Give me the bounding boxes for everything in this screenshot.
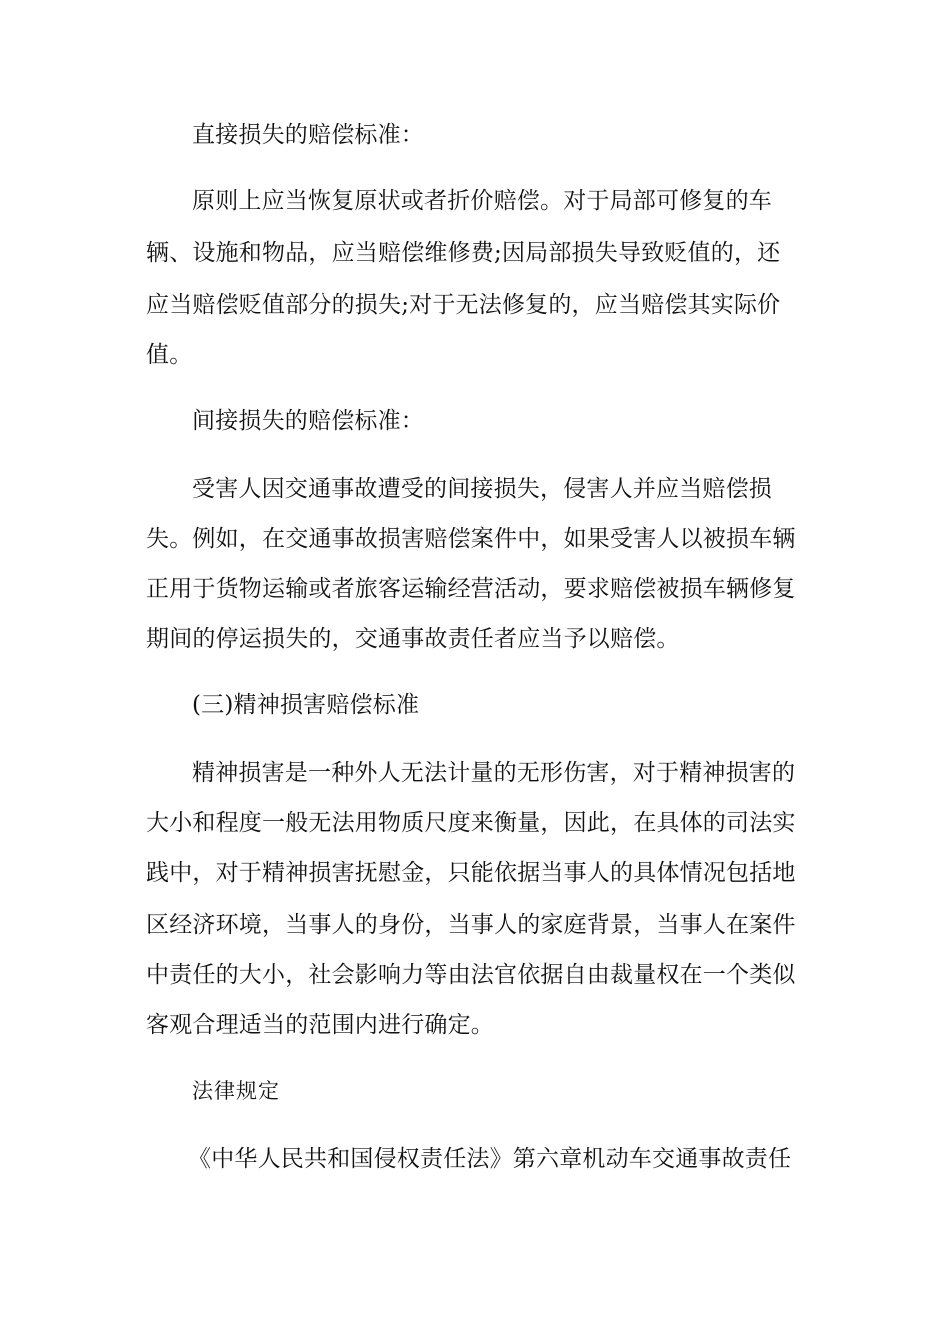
heading-mental-damage: (三)精神损害赔偿标准 xyxy=(192,692,420,718)
paragraph-line: 值。 xyxy=(146,342,193,368)
paragraph-line: 大小和程度一般无法用物质尺度来衡量，因此，在具体的司法实 xyxy=(146,810,796,836)
paragraph-line: 精神损害是一种外人无法计量的无形伤害，对于精神损害的 xyxy=(192,760,796,786)
paragraph-line: 原则上应当恢复原状或者折价赔偿。对于局部可修复的车 xyxy=(192,188,772,214)
paragraph-line: 《中华人民共和国侵权责任法》第六章机动车交通事故责任 xyxy=(188,1146,792,1172)
heading-direct-loss: 直接损失的赔偿标准： xyxy=(192,122,424,148)
paragraph-line: 客观合理适当的范围内进行确定。 xyxy=(146,1012,494,1038)
paragraph-line: 践中，对于精神损害抚慰金，只能依据当事人的具体情况包括地 xyxy=(146,860,796,886)
paragraph-line: 辆、设施和物品，应当赔偿维修费;因局部损失导致贬值的，还 xyxy=(146,240,781,266)
paragraph-line: 正用于货物运输或者旅客运输经营活动，要求赔偿被损车辆修复 xyxy=(146,576,796,602)
paragraph-line: 区经济环境，当事人的身份，当事人的家庭背景，当事人在案件 xyxy=(146,912,796,938)
paragraph-line: 应当赔偿贬值部分的损失;对于无法修复的，应当赔偿其实际价 xyxy=(146,292,781,318)
paragraph-line: 中责任的大小，社会影响力等由法官依据自由裁量权在一个类似 xyxy=(146,962,796,988)
paragraph-line: 失。例如，在交通事故损害赔偿案件中，如果受害人以被损车辆 xyxy=(146,526,796,552)
heading-legal-provisions: 法律规定 xyxy=(192,1079,280,1103)
heading-indirect-loss: 间接损失的赔偿标准： xyxy=(192,408,424,434)
paragraph-line: 期间的停运损失的，交通事故责任者应当予以赔偿。 xyxy=(146,626,680,652)
paragraph-line: 受害人因交通事故遭受的间接损失，侵害人并应当赔偿损 xyxy=(192,476,772,502)
